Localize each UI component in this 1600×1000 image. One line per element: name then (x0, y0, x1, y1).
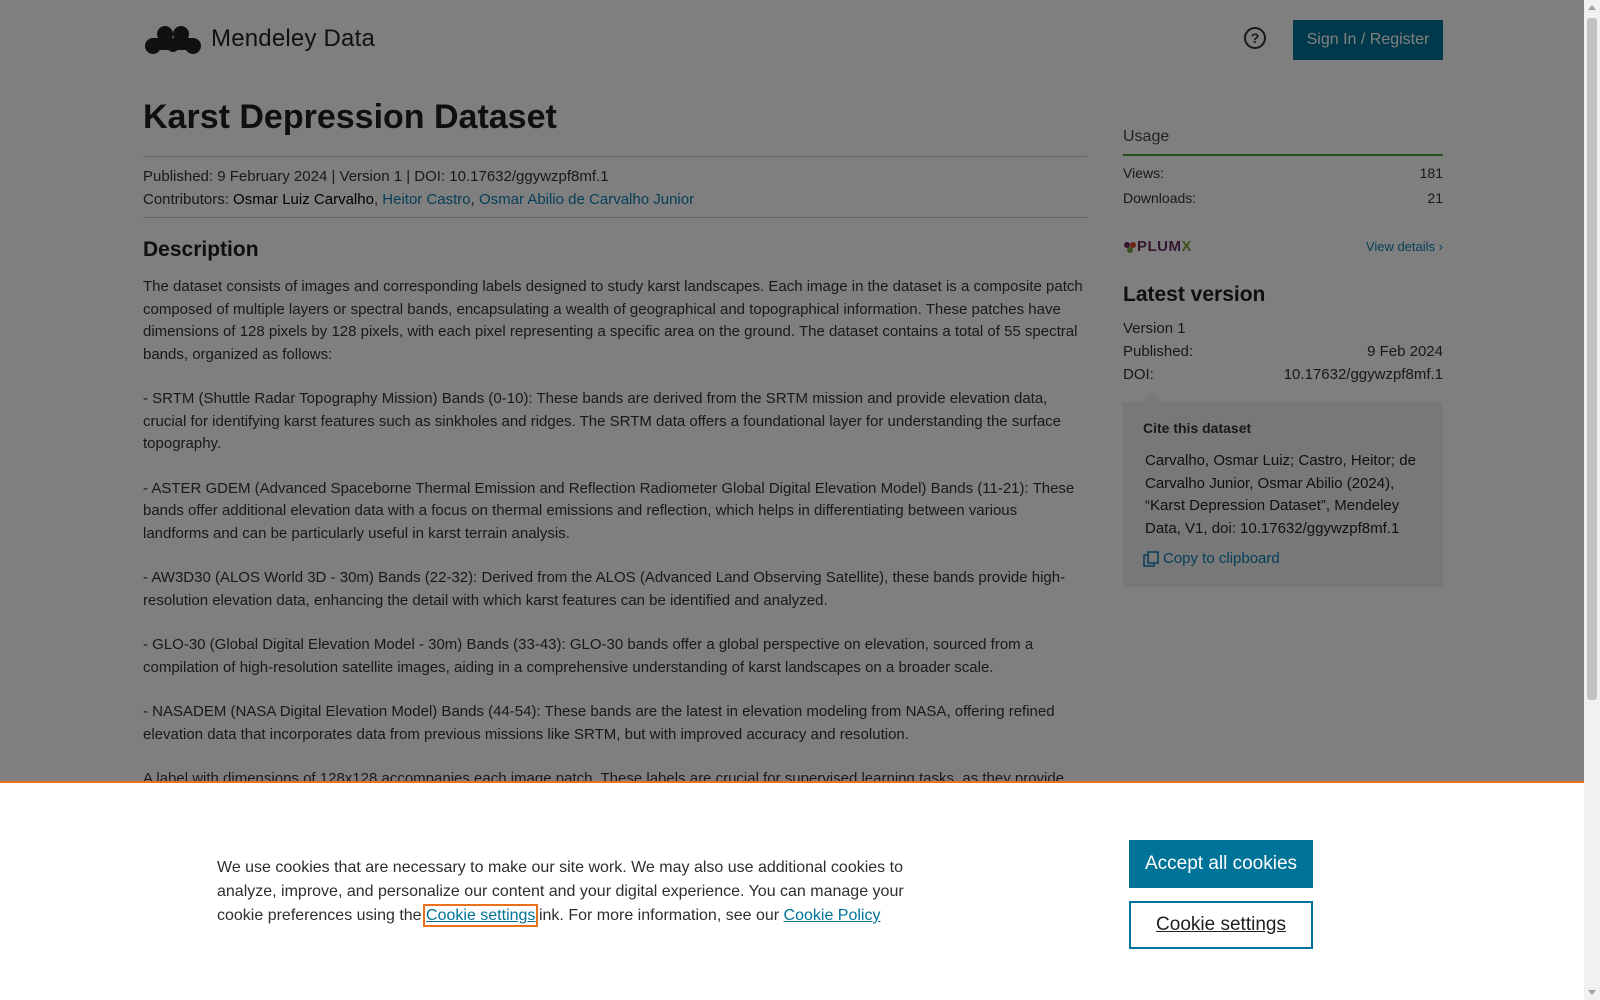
scrollbar-thumb[interactable] (1587, 18, 1597, 700)
scroll-down-arrow-icon[interactable] (1588, 990, 1596, 995)
cookie-banner-text (217, 856, 927, 928)
accept-all-cookies-button[interactable]: Accept all cookies (1129, 840, 1313, 888)
cookie-settings-link[interactable]: Cookie settings (426, 907, 536, 924)
scrollbar[interactable] (1584, 0, 1600, 1000)
cookie-policy-link[interactable]: Cookie Policy (783, 907, 881, 924)
cookie-text-part-1: We use cookies that are necessary to make our site work. We may also use additional cookies to analyze, improve, and personalize our content and your digital experience. You can manage your cookie preferences using the (217, 859, 904, 924)
cookie-settings-button[interactable]: Cookie settings (1129, 901, 1313, 949)
cookie-text-part-2: link. For more information, see our (535, 907, 780, 924)
scroll-up-arrow-icon[interactable] (1588, 5, 1596, 10)
cookie-banner (0, 781, 1584, 1000)
